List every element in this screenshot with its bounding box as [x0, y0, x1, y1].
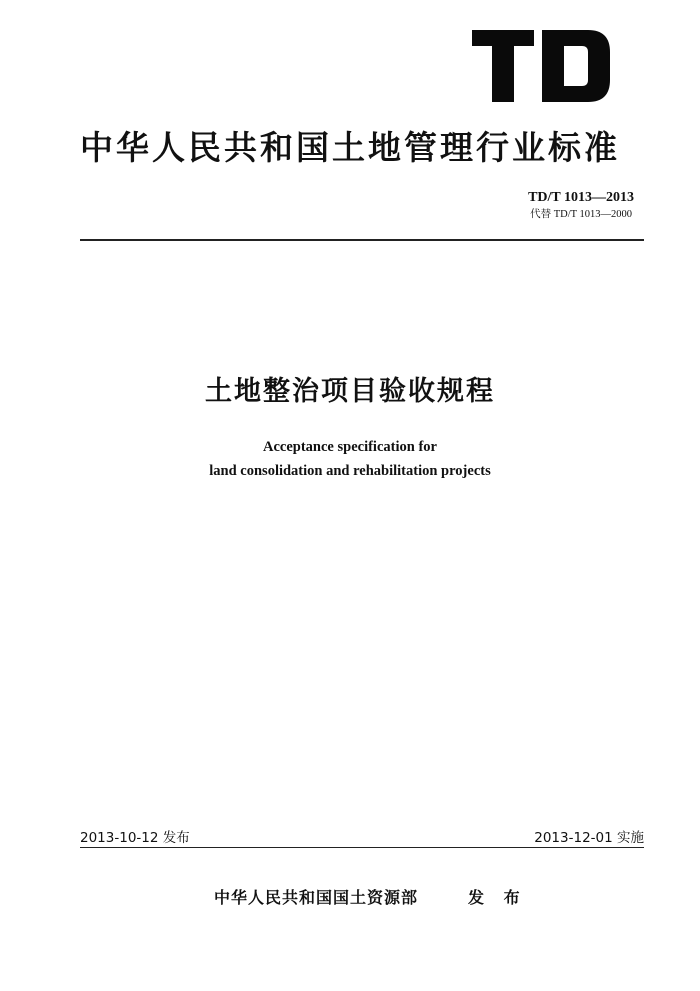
footer-divider [80, 847, 644, 848]
publish-label: 发 布 [468, 888, 527, 907]
document-title-english [0, 435, 700, 483]
english-title-line-2: land consolidation and rehabilitation projects [209, 463, 491, 479]
replaced-standard-number: 代替 TD/T 1013—2000 [530, 209, 632, 220]
td-logo-icon [472, 26, 612, 102]
implementation-date: 2013-12-01 实施 [534, 830, 644, 846]
header-divider [80, 239, 644, 241]
document-title-chinese: 土地整治项目验收规程 [205, 376, 495, 407]
standard-number: TD/T 1013—2013 [528, 190, 634, 205]
issue-date: 2013-10-12 发布 [80, 830, 190, 846]
publisher-name: 中华人民共和国国土资源部 [214, 888, 419, 907]
industry-standard-title: 中华人民共和国土地管理行业标准 [80, 128, 620, 167]
english-title-line-1: Acceptance specification for [263, 439, 437, 455]
